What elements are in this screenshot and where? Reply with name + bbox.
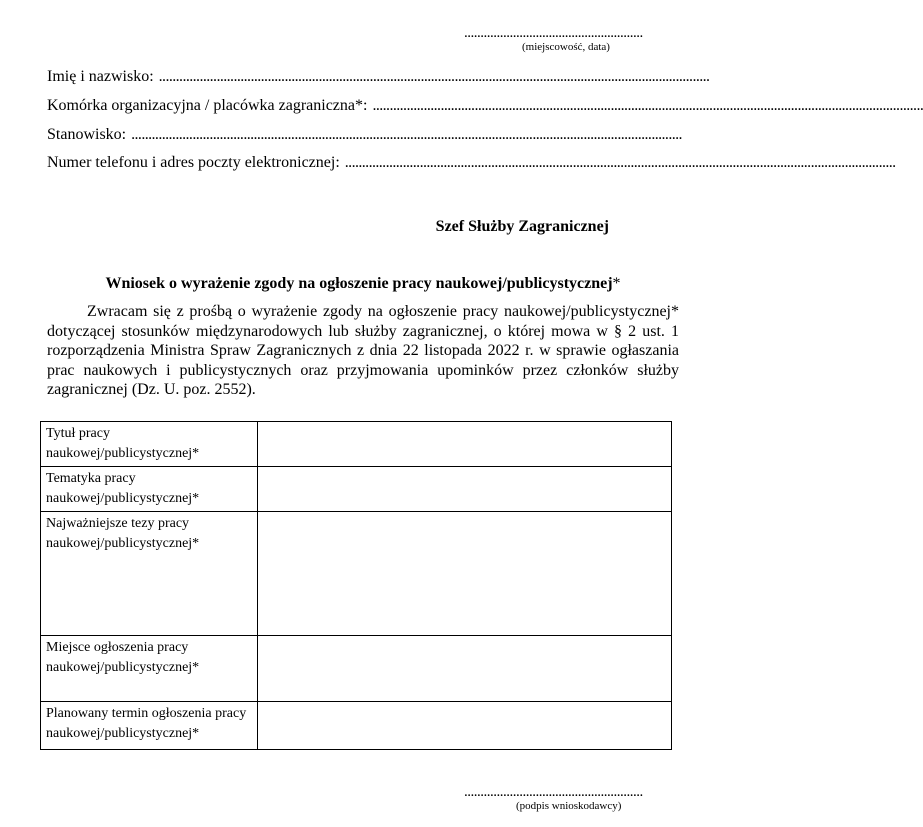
unit-label: Komórka organizacyjna / placówka zagraniczna*:: [47, 97, 368, 114]
table-label-cell: [41, 422, 258, 467]
row-title-label-line2: naukowej/publicystycznej*: [46, 446, 200, 461]
contact-field[interactable]: [47, 153, 896, 173]
name-label: Imię i nazwisko:: [47, 68, 154, 85]
contact-label: Numer telefonu i adres poczty elektronicznej:: [47, 154, 340, 171]
table-label-cell: [41, 512, 258, 636]
table-row: [41, 512, 672, 636]
publication-place-input-cell[interactable]: [258, 636, 672, 702]
unit-field[interactable]: [47, 96, 923, 116]
work-details-table: [40, 421, 672, 750]
table-row: [41, 702, 672, 750]
addressee: Szef Służby Zagranicznej: [435, 218, 609, 235]
table-label-cell: [41, 702, 258, 750]
position-fill-dots: ..................................................................................................................................................................: [131, 126, 682, 143]
name-field[interactable]: [47, 67, 710, 87]
row-theses-label-line1: Najważniejsze tezy pracy: [46, 516, 190, 531]
table-row: [41, 636, 672, 702]
row-date-label-line2: naukowej/publicystycznej*: [46, 726, 200, 741]
place-date-dotted-line: .......................................................: [464, 25, 643, 41]
row-topic-label-line1: Tematyka pracy: [46, 471, 136, 486]
table-label-cell: [41, 636, 258, 702]
unit-fill-dots: ..................................................................................................................................................................: [372, 97, 923, 114]
row-date-label-line1: Planowany termin ogłoszenia pracy: [46, 706, 247, 721]
place-date-caption: (miejscowość, data): [522, 41, 610, 53]
request-paragraph: Zwracam się z prośbą o wyrażenie zgody na ogłoszenie pracy naukowej/publicystycznej* dotyczącej stosunków międzynarodowych lub służby zagranicznej, o której mowa w § 2 ust. 1 rozporządzenia Ministra Spraw Zagranicznych z dnia 22 listopada 2022 r. w sprawie ogłaszania prac naukowych i publicystycznych oraz przyjmowania upominków przez członków służby zagranicznej (Dz. U. poz. 2552).: [47, 303, 679, 398]
work-title-input-cell[interactable]: [258, 422, 672, 467]
row-place-label-line2: naukowej/publicystycznej*: [46, 660, 200, 675]
table-row: [41, 467, 672, 512]
signature-caption: (podpis wnioskodawcy): [516, 800, 622, 812]
document-title-asterisk: *: [612, 275, 621, 292]
position-label: Stanowisko:: [47, 126, 127, 143]
name-fill-dots: ..................................................................................................................................................................: [158, 68, 710, 85]
signature-dotted-line: .......................................................: [464, 784, 643, 800]
publication-date-input-cell[interactable]: [258, 702, 672, 750]
table-label-cell: [41, 467, 258, 512]
document-title: [0, 274, 726, 294]
contact-fill-dots: ..................................................................................................................................................................: [344, 154, 896, 171]
position-field[interactable]: [47, 125, 682, 145]
row-theses-label-line2: naukowej/publicystycznej*: [46, 536, 200, 551]
work-theses-input-cell[interactable]: [258, 512, 672, 636]
row-place-label-line1: Miejsce ogłoszenia pracy: [46, 640, 189, 655]
row-title-label-line1: Tytuł pracy: [46, 426, 110, 441]
work-topic-input-cell[interactable]: [258, 467, 672, 512]
table-row: [41, 422, 672, 467]
row-topic-label-line2: naukowej/publicystycznej*: [46, 491, 200, 506]
document-title-main: Wniosek o wyrażenie zgody na ogłoszenie pracy naukowej/publicystycznej: [105, 275, 613, 292]
